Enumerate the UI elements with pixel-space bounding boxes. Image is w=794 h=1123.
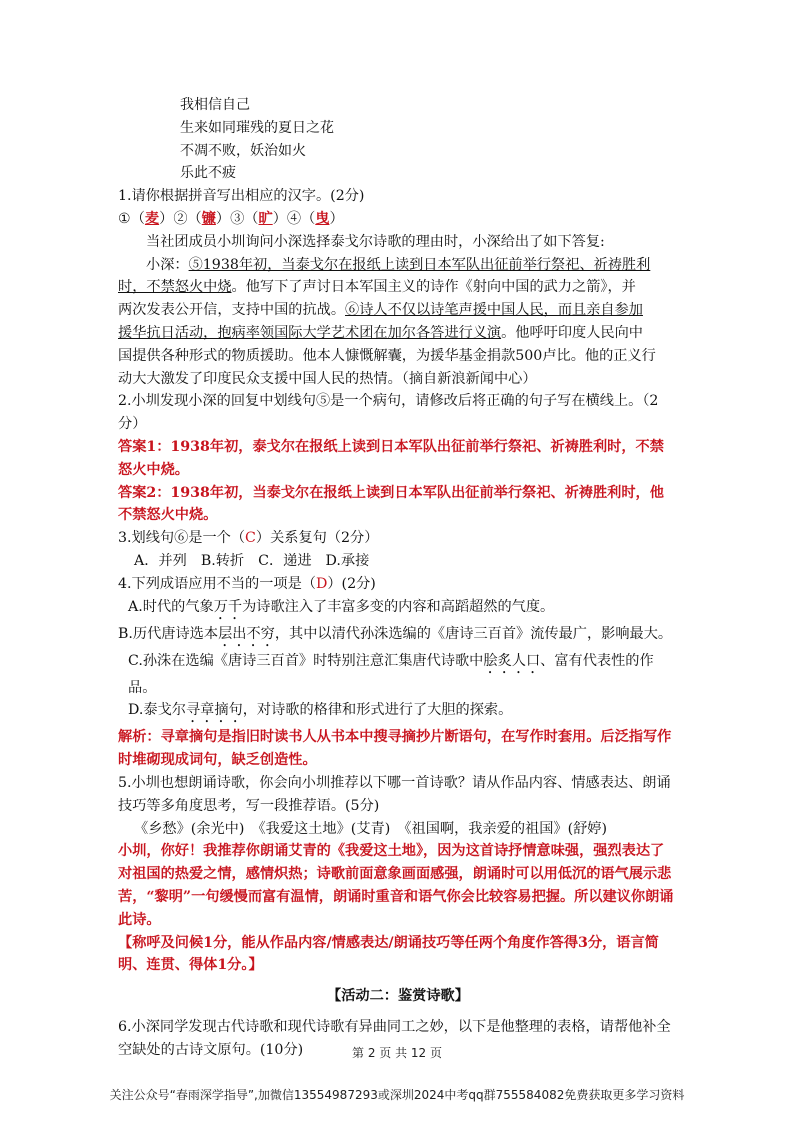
context-line: 援华抗日活动，抱病率领国际大学艺术团在加尔各答进行义演。他呼吁印度人民向中 bbox=[118, 324, 643, 341]
scoring-note: 【称呼及问候1分，能从作品内容/情感表达/朗诵技巧等任两个角度作答得3分，语言简明、连贯、得体1分。】 bbox=[118, 934, 659, 974]
option-b: B.历代唐诗选本层出不穷，其中以清代孙洙选编的《唐诗三百首》流传最广，影响最大。 bbox=[118, 625, 673, 642]
underlined-sentence-5: 时，不禁怒火中烧 bbox=[118, 279, 232, 296]
question-5-works: 《乡愁》(余光中) 《我爱这土地》(艾青) 《祖国啊，我亲爱的祖国》(舒婷) bbox=[134, 820, 608, 837]
option-c: C.孙洙在选编《唐诗三百首》时特别注意汇集唐代诗歌中脍炙人口、富有代表性的作品。 bbox=[128, 652, 654, 696]
context-line: 动大大激发了印度民众支援中国人民的热情。（摘自新浪新闻中心） bbox=[118, 370, 537, 387]
question-6: 6.小深同学发现古代诗歌和现代诗歌有异曲同工之妙，以下是他整理的表格，请帮他补全空缺处的古诗文原句。(10分) bbox=[118, 1018, 671, 1058]
question-3: 3.划线句⑥是一个（C）关系复句（2分） bbox=[118, 530, 379, 547]
main-content bbox=[118, 94, 678, 1061]
answer-text: 答案1：1938年初，泰戈尔在报纸上读到日本军队出征前举行祭祀、祈祷胜利时，不禁怒火中烧。 bbox=[118, 438, 664, 478]
answer-text: 小圳，你好！我推荐你朗诵艾青的《我爱这土地》，因为这首诗抒情意味强，强烈表达了对祖国的热爱之情，感情炽热；诗歌前面意象画面感强，朗诵时可以用低沉的语气展示悲苦，“黎明”一句缓慢而富有温情，朗诵时重音和语气你会比较容易把握。所以建议你朗诵此诗。 bbox=[118, 843, 674, 928]
option-a: A.时代的气象万千为诗歌注入了丰富多变的内容和高蹈超然的气度。 bbox=[128, 598, 555, 615]
option: B.转折 bbox=[200, 552, 245, 569]
poem-line: 生来如同璀残的夏日之花 bbox=[180, 119, 334, 136]
question-4: 4.下列成语应用不当的一项是（D）(2分) bbox=[118, 575, 376, 592]
answer-char: 镰 bbox=[201, 210, 216, 227]
footer-notice: 关注公众号“春雨深学指导”,加微信13554987293或深圳2024中考qq群755584082免费获取更多学习资料 bbox=[109, 1088, 685, 1102]
answer-letter: D bbox=[315, 575, 328, 592]
question-2: 2.小圳发现小深的回复中划线句⑤是一个病句，请修改后将正确的句子写在横线上。（2分） bbox=[118, 393, 659, 433]
poem-excerpt bbox=[118, 94, 678, 185]
option: D.承接 bbox=[325, 552, 370, 569]
option: C．递进 bbox=[258, 552, 312, 569]
question-1: 1.请你根据拼音写出相应的汉字。(2分) bbox=[118, 188, 365, 205]
poem-line: 乐此不疲 bbox=[180, 165, 236, 182]
page-number: 第 2 页 共 12 页 bbox=[352, 1046, 442, 1060]
underlined-sentence-6: ⑥诗人不仅以诗笔声援中国人民，而且亲自参加 bbox=[345, 302, 643, 319]
question-3-options bbox=[118, 550, 678, 573]
context-line: 两次发表公开信，支持中国的抗战。⑥诗人不仅以诗笔声援中国人民，而且亲自参加 bbox=[118, 302, 643, 319]
analysis-text: 解析：寻章摘句是指旧时读书人从书本中搜寻摘抄片断语句，在写作时套用。后泛指写作时堆砌现成词句，缺乏创造性。 bbox=[118, 729, 672, 769]
context-line: 国提供各种形式的物质援助。他本人慷慨解囊，为援华基金捐款500卢比。他的正义行 bbox=[118, 347, 656, 364]
context-line: 小深：⑤1938年初，当泰戈尔在报纸上读到日本军队出征前举行祭祀、祈祷胜利 bbox=[146, 256, 651, 273]
section-heading: 【活动二：鉴赏诗歌】 bbox=[327, 988, 469, 1005]
answer-char: 旷 bbox=[258, 210, 273, 227]
question-1-answers: ①（麦）②（镰）③（旷）④（曳） bbox=[118, 210, 344, 227]
option: A．并列 bbox=[134, 552, 187, 569]
poem-line: 我相信自己 bbox=[180, 97, 250, 113]
question-5: 5.小圳也想朗诵诗歌，你会向小圳推荐以下哪一首诗歌？请从作品内容、情感表达、朗诵技巧等多角度思考，写一段推荐语。(5分) bbox=[118, 774, 671, 814]
context-intro: 当社团成员小圳询问小深选择泰戈尔诗歌的理由时，小深给出了如下答复: bbox=[146, 233, 605, 250]
option-d: D.泰戈尔寻章摘句，对诗歌的格律和形式进行了大胆的探索。 bbox=[128, 702, 513, 719]
answer-char: 曳 bbox=[315, 210, 330, 227]
underlined-sentence-6: 援华抗日活动，抱病率领国际大学艺术团在加尔各答进行义演 bbox=[118, 324, 502, 341]
answer-char: 麦 bbox=[144, 210, 160, 227]
poem-line: 不凋不败，妖治如火 bbox=[180, 142, 306, 159]
context-line: 时，不禁怒火中烧。他写下了声讨日本军国主义的诗作《射向中国的武力之箭》，并 bbox=[118, 279, 636, 296]
answer-letter: C bbox=[245, 530, 256, 547]
answer-text: 答案2：1938年初，当泰戈尔在报纸上读到日本军队出征前举行祭祀、祈祷胜利时，他不禁怒火中烧。 bbox=[118, 484, 664, 524]
underlined-sentence-5: ⑤1938年初，当泰戈尔在报纸上读到日本军队出征前举行祭祀、祈祷胜利 bbox=[188, 256, 651, 273]
